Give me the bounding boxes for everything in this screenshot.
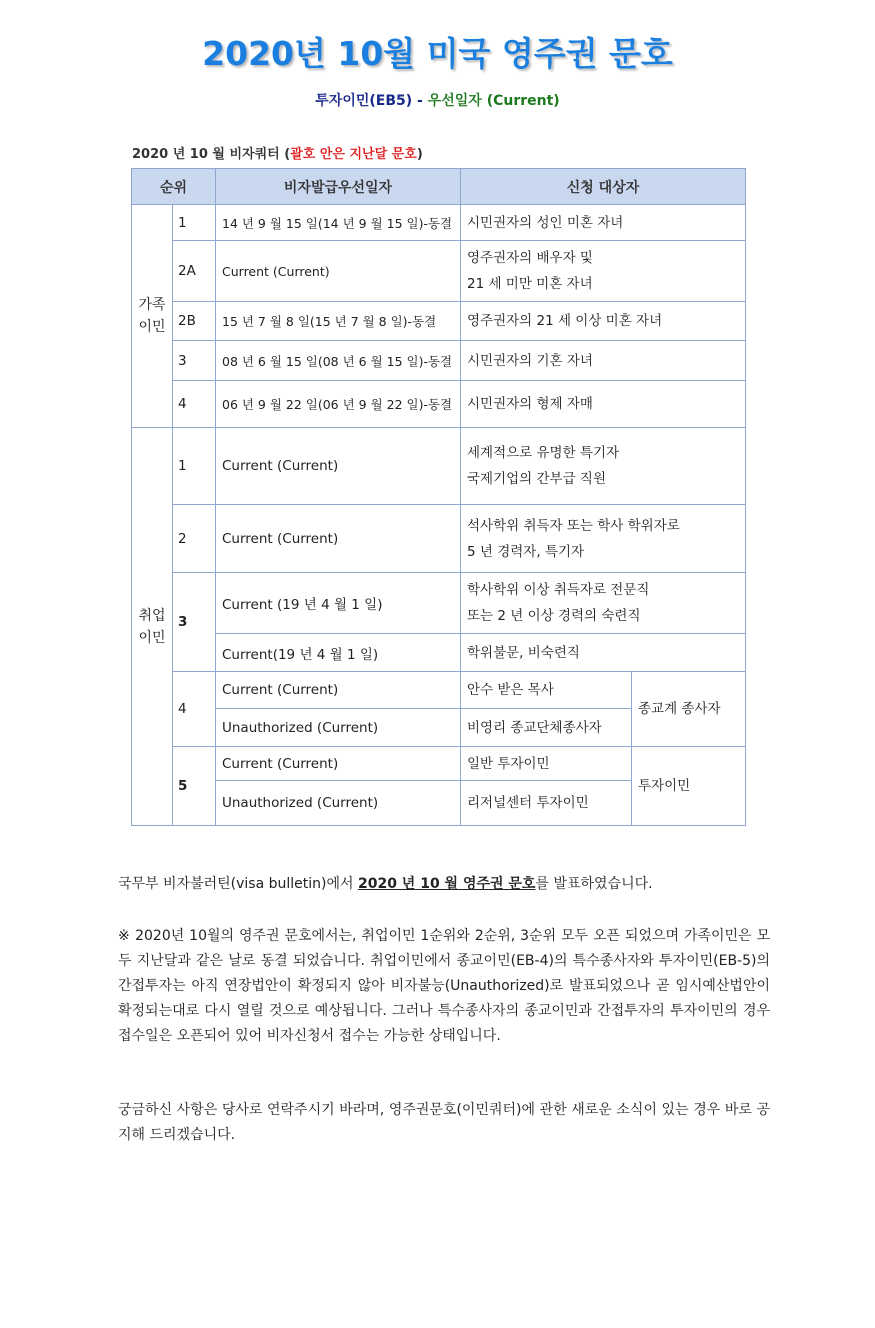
announcement-paragraph	[118, 872, 770, 897]
category-employment: 취업 이민	[132, 428, 173, 826]
date-cell: Current (Current)	[216, 672, 461, 709]
notice-paragraph: ※ 2020년 10월의 영주권 문호에서는, 취업이민 1순위와 2순위, 3순위 모두 오픈 되었으며 가족이민은 모두 지난달과 같은 날로 동결 되었습니다. 취업이민에서 종교이민(EB-4)의 특수종사자와 투자이민(EB-5)의 간접투자는 아직 연장법안이 확정되지 않아 비자불능(Unauthorized)로 발표되었으나 곧 임시예산법안이 확정되는대로 다시 열릴 것으로 예상됩니다. 그러나 특수종사자의 종교이민과 간접투자의 투자이민의 경우 접수일은 오픈되어 있어 비자신청서 접수는 가능한 상태입니다.	[118, 928, 770, 1044]
group-cell: 종교계 종사자	[632, 672, 746, 747]
rank-cell: 2A	[173, 241, 216, 302]
rank-cell: 4	[173, 672, 216, 747]
table-row	[132, 341, 746, 381]
p1-bold: 2020 년 10 월 영주권 문호	[357, 876, 536, 892]
eligible-cell: 학사학위 이상 취득자로 전문직 또는 2 년 이상 경력의 숙련직	[461, 573, 746, 634]
table-row	[132, 634, 746, 672]
date-cell: Current (Current)	[216, 241, 461, 302]
caption-note: 괄호 안은 지난달 문호	[290, 147, 417, 162]
date-cell: Current (Current)	[216, 505, 461, 573]
date-cell: Unauthorized (Current)	[216, 709, 461, 747]
subtitle-category: 투자이민(EB5) -	[315, 93, 428, 109]
table-caption	[132, 143, 423, 162]
rank-cell: 2	[173, 505, 216, 573]
eligible-cell: 시민권자의 기혼 자녀	[461, 341, 746, 381]
p1-post: 를 발표하였습니다.	[535, 876, 653, 892]
contact-paragraph: 궁금하신 사항은 당사로 연락주시기 바라며, 영주권문호(이민쿼터)에 관한 새로운 소식이 있는 경우 바로 공지해 드리겠습니다.	[118, 1102, 770, 1143]
rank-cell: 4	[173, 381, 216, 428]
date-cell: Current (Current)	[216, 747, 461, 781]
date-cell: Current (19 년 4 월 1 일)	[216, 573, 461, 634]
eligible-cell: 영주권자의 배우자 및 21 세 미만 미혼 자녀	[461, 241, 746, 302]
category-family: 가족 이민	[132, 205, 173, 428]
date-cell: Current (Current)	[216, 428, 461, 505]
rank-cell: 3	[173, 341, 216, 381]
caption-close: )	[416, 147, 423, 162]
group-cell: 투자이민	[632, 747, 746, 826]
subtitle-status: 우선일자 (Current)	[427, 93, 560, 109]
eligible-cell: 비영리 종교단체종사자	[461, 709, 632, 747]
table-row	[132, 505, 746, 573]
date-cell: Current(19 년 4 월 1 일)	[216, 634, 461, 672]
eligible-cell: 일반 투자이민	[461, 747, 632, 781]
eligible-cell: 석사학위 취득자 또는 학사 학위자로 5 년 경력자, 특기자	[461, 505, 746, 573]
table-row	[132, 573, 746, 634]
rank-cell: 1	[173, 205, 216, 241]
table-header-row	[132, 169, 746, 205]
date-cell: 08 년 6 월 15 일(08 년 6 월 15 일)-동결	[216, 341, 461, 381]
page-subtitle	[0, 90, 875, 110]
rank-cell: 5	[173, 747, 216, 826]
page-title: 2020년 10월 미국 영주권 문호	[202, 34, 673, 73]
eligible-cell: 안수 받은 목사	[461, 672, 632, 709]
rank-cell: 1	[173, 428, 216, 505]
header-eligible: 신청 대상자	[461, 169, 746, 205]
table-row	[132, 205, 746, 241]
table-row	[132, 672, 746, 709]
table-row	[132, 747, 746, 781]
eligible-cell: 시민권자의 성인 미혼 자녀	[461, 205, 746, 241]
table-row	[132, 302, 746, 341]
header-priority-date: 비자발급우선일자	[216, 169, 461, 205]
table-row	[132, 381, 746, 428]
p1-pre: 국무부 비자불러틴(visa bulletin)에서	[118, 876, 358, 892]
date-cell: 15 년 7 월 8 일(15 년 7 월 8 일)-동결	[216, 302, 461, 341]
eligible-cell: 영주권자의 21 세 이상 미혼 자녀	[461, 302, 746, 341]
date-cell: 14 년 9 월 15 일(14 년 9 월 15 일)-동결	[216, 205, 461, 241]
eligible-cell: 세계적으로 유명한 특기자 국제기업의 간부급 직원	[461, 428, 746, 505]
visa-bulletin-table	[131, 168, 746, 826]
rank-cell: 3	[173, 573, 216, 672]
eligible-cell: 학위불문, 비숙련직	[461, 634, 746, 672]
table-row	[132, 428, 746, 505]
eligible-cell: 시민권자의 형제 자매	[461, 381, 746, 428]
caption-main: 2020 년 10 월 비자쿼터 (	[132, 147, 291, 162]
rank-cell: 2B	[173, 302, 216, 341]
header-rank: 순위	[132, 169, 216, 205]
table-row	[132, 241, 746, 302]
date-cell: Unauthorized (Current)	[216, 781, 461, 826]
date-cell: 06 년 9 월 22 일(06 년 9 월 22 일)-동결	[216, 381, 461, 428]
eligible-cell: 리저널센터 투자이민	[461, 781, 632, 826]
